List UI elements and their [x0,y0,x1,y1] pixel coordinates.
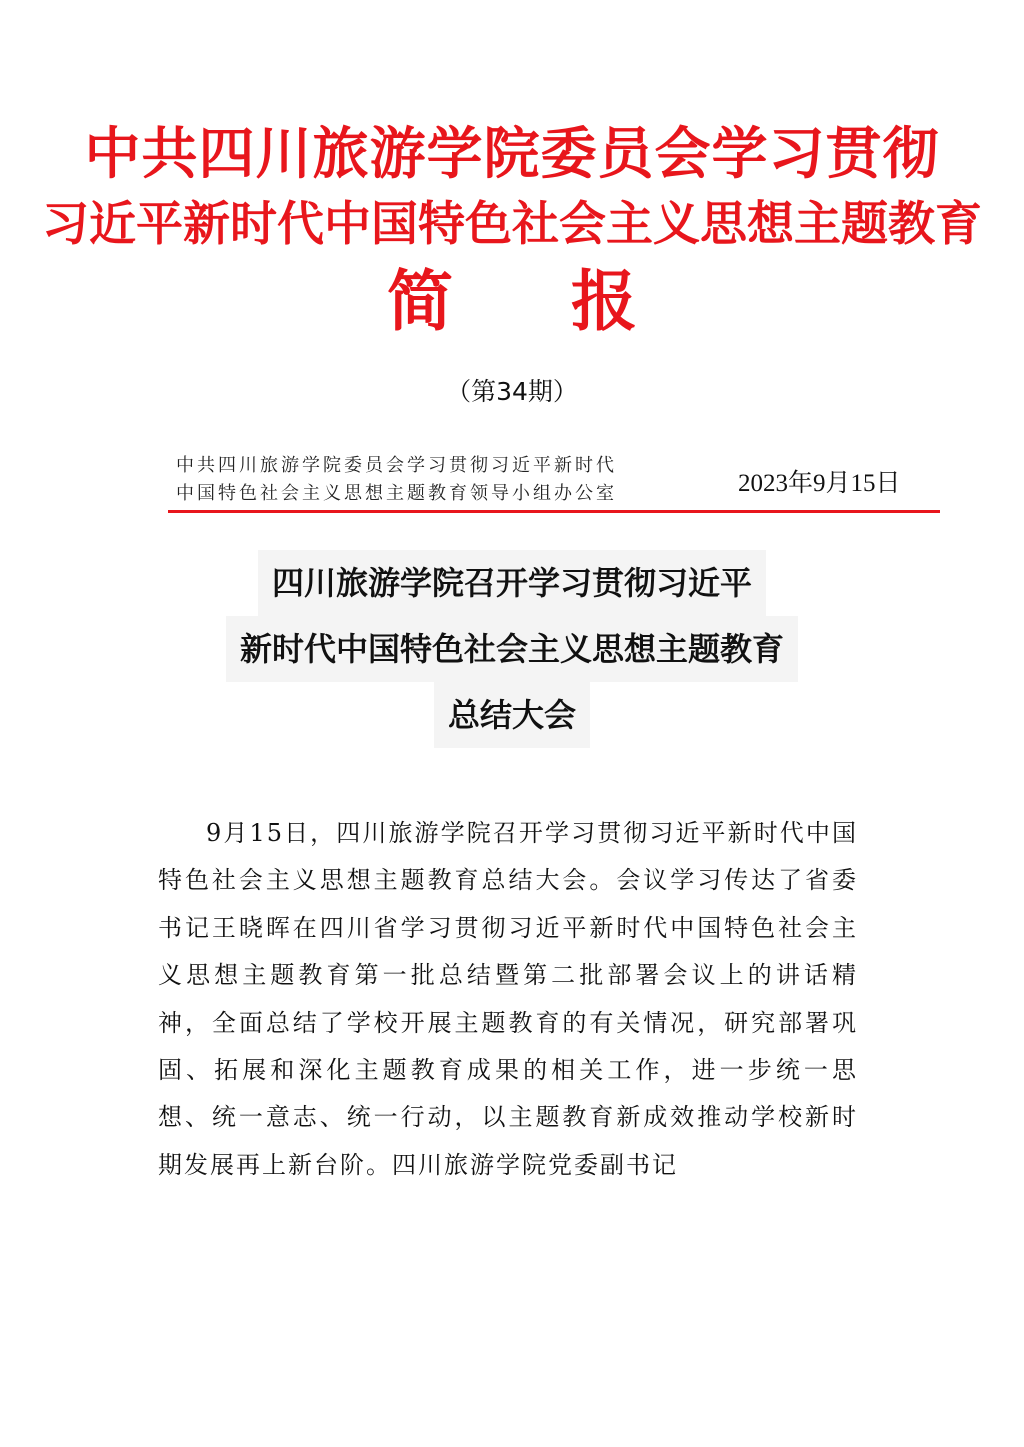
article-paragraph: 9月15日，四川旅游学院召开学习贯彻习近平新时代中国特色社会主义思想主题教育总结大会。会议学习传达了省委书记王晓晖在四川省学习贯彻习近平新时代中国特色社会主义思想主题教育第一批总结暨第二批部署会议上的讲话精神，全面总结了学校开展主题教育的有关情况，研究部署巩固、拓展和深化主题教育成果的相关工作，进一步统一思想、统一意志、统一行动，以主题教育新成效推动学校新时期发展再上新台阶。四川旅游学院党委副书记 [158,819,858,1179]
masthead-brief-label: 简报 [387,263,755,340]
issuing-office-line2: 中国特色社会主义思想主题教育领导小组办公室 [176,483,617,504]
issue-number: （第34期） [446,377,578,406]
issuing-office-line1: 中共四川旅游学院委员会学习贯彻习近平新时代 [176,455,617,476]
masthead-title-line1: 中共四川旅游学院委员会学习贯彻 [84,122,940,187]
issuing-office [176,452,617,508]
red-divider [168,510,940,513]
article-title [0,550,1024,748]
issue-date: 2023年9月15日 [738,470,901,497]
article-title-line2: 新时代中国特色社会主义思想主题教育 [226,616,798,682]
masthead-title-line2: 习近平新时代中国特色社会主义思想主题教育 [42,197,982,252]
article-title-line3: 总结大会 [434,682,590,748]
article-title-line1: 四川旅游学院召开学习贯彻习近平 [258,550,766,616]
